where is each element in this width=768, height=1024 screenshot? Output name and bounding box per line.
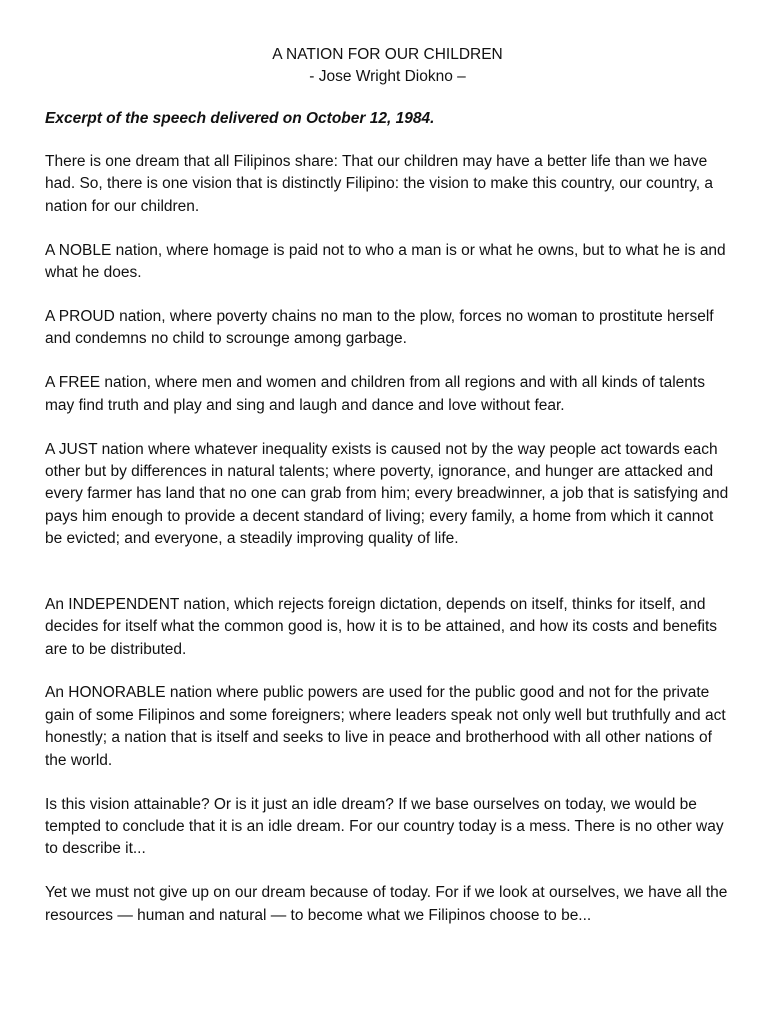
document-title: A NATION FOR OUR CHILDREN [272, 46, 503, 63]
paragraph-proud-nation: A PROUD nation, where poverty chains no man to the plow, forces no woman to prostitute herself and condemns no child to scrounge among garbage. [45, 308, 714, 348]
paragraph-shared-dream: There is one dream that all Filipinos share: That our children may have a better life than we have had. So, there is one vision that is distinctly Filipino: the vision to make this country, our country, a nation for our children. [45, 153, 713, 215]
excerpt-note: Excerpt of the speech delivered on October 12, 1984. [45, 110, 435, 127]
paragraph-vision-attainable: Is this vision attainable? Or is it just an idle dream? If we base ourselves on today, we would be tempted to conclude that it is an idle dream. For our country today is a mess. There is no other way to describe it... [45, 795, 724, 858]
paragraph-independent-nation: An INDEPENDENT nation, which rejects foreign dictation, depends on itself, thinks for itself, and decides for itself what the common good is, how it is to be attained, and how its costs and benefits are to be distributed. [45, 595, 718, 658]
paragraph-noble-nation: A NOBLE nation, where homage is paid not to who a man is or what he owns, but to what he is and what he does. [45, 241, 726, 282]
paragraph-dont-give-up: Yet we must not give up on our dream because of today. For if we look at ourselves, we have all the resources — human and natural — to become what we Filipinos choose to be... [45, 884, 728, 924]
paragraph-just-nation: A JUST nation where whatever inequality exists is caused not by the way people act towards each other but by differences in natural talents; where poverty, ignorance, and hunger are attacked and every farmer has land that no one can grab from him; every breadwinner, a job that is satisfying and pays him enough to provide a decent standard of living; every family, a home from which it cannot be evicted; and everyone, a steadily improving quality of life. [45, 440, 729, 548]
paragraph-honorable-nation: An HONORABLE nation where public powers are used for the public good and not for the private gain of some Filipinos and some foreigners; where leaders speak not only well but truthfully and act honestly; a nation that is itself and seeks to live in peace and brotherhood with all other nations of the world. [45, 684, 726, 769]
paragraph-free-nation: A FREE nation, where men and women and children from all regions and with all kinds of talents may find truth and play and sing and laugh and dance and love without fear. [45, 374, 705, 414]
document-page [45, 44, 730, 949]
document-author: - Jose Wright Diokno – [309, 68, 466, 85]
